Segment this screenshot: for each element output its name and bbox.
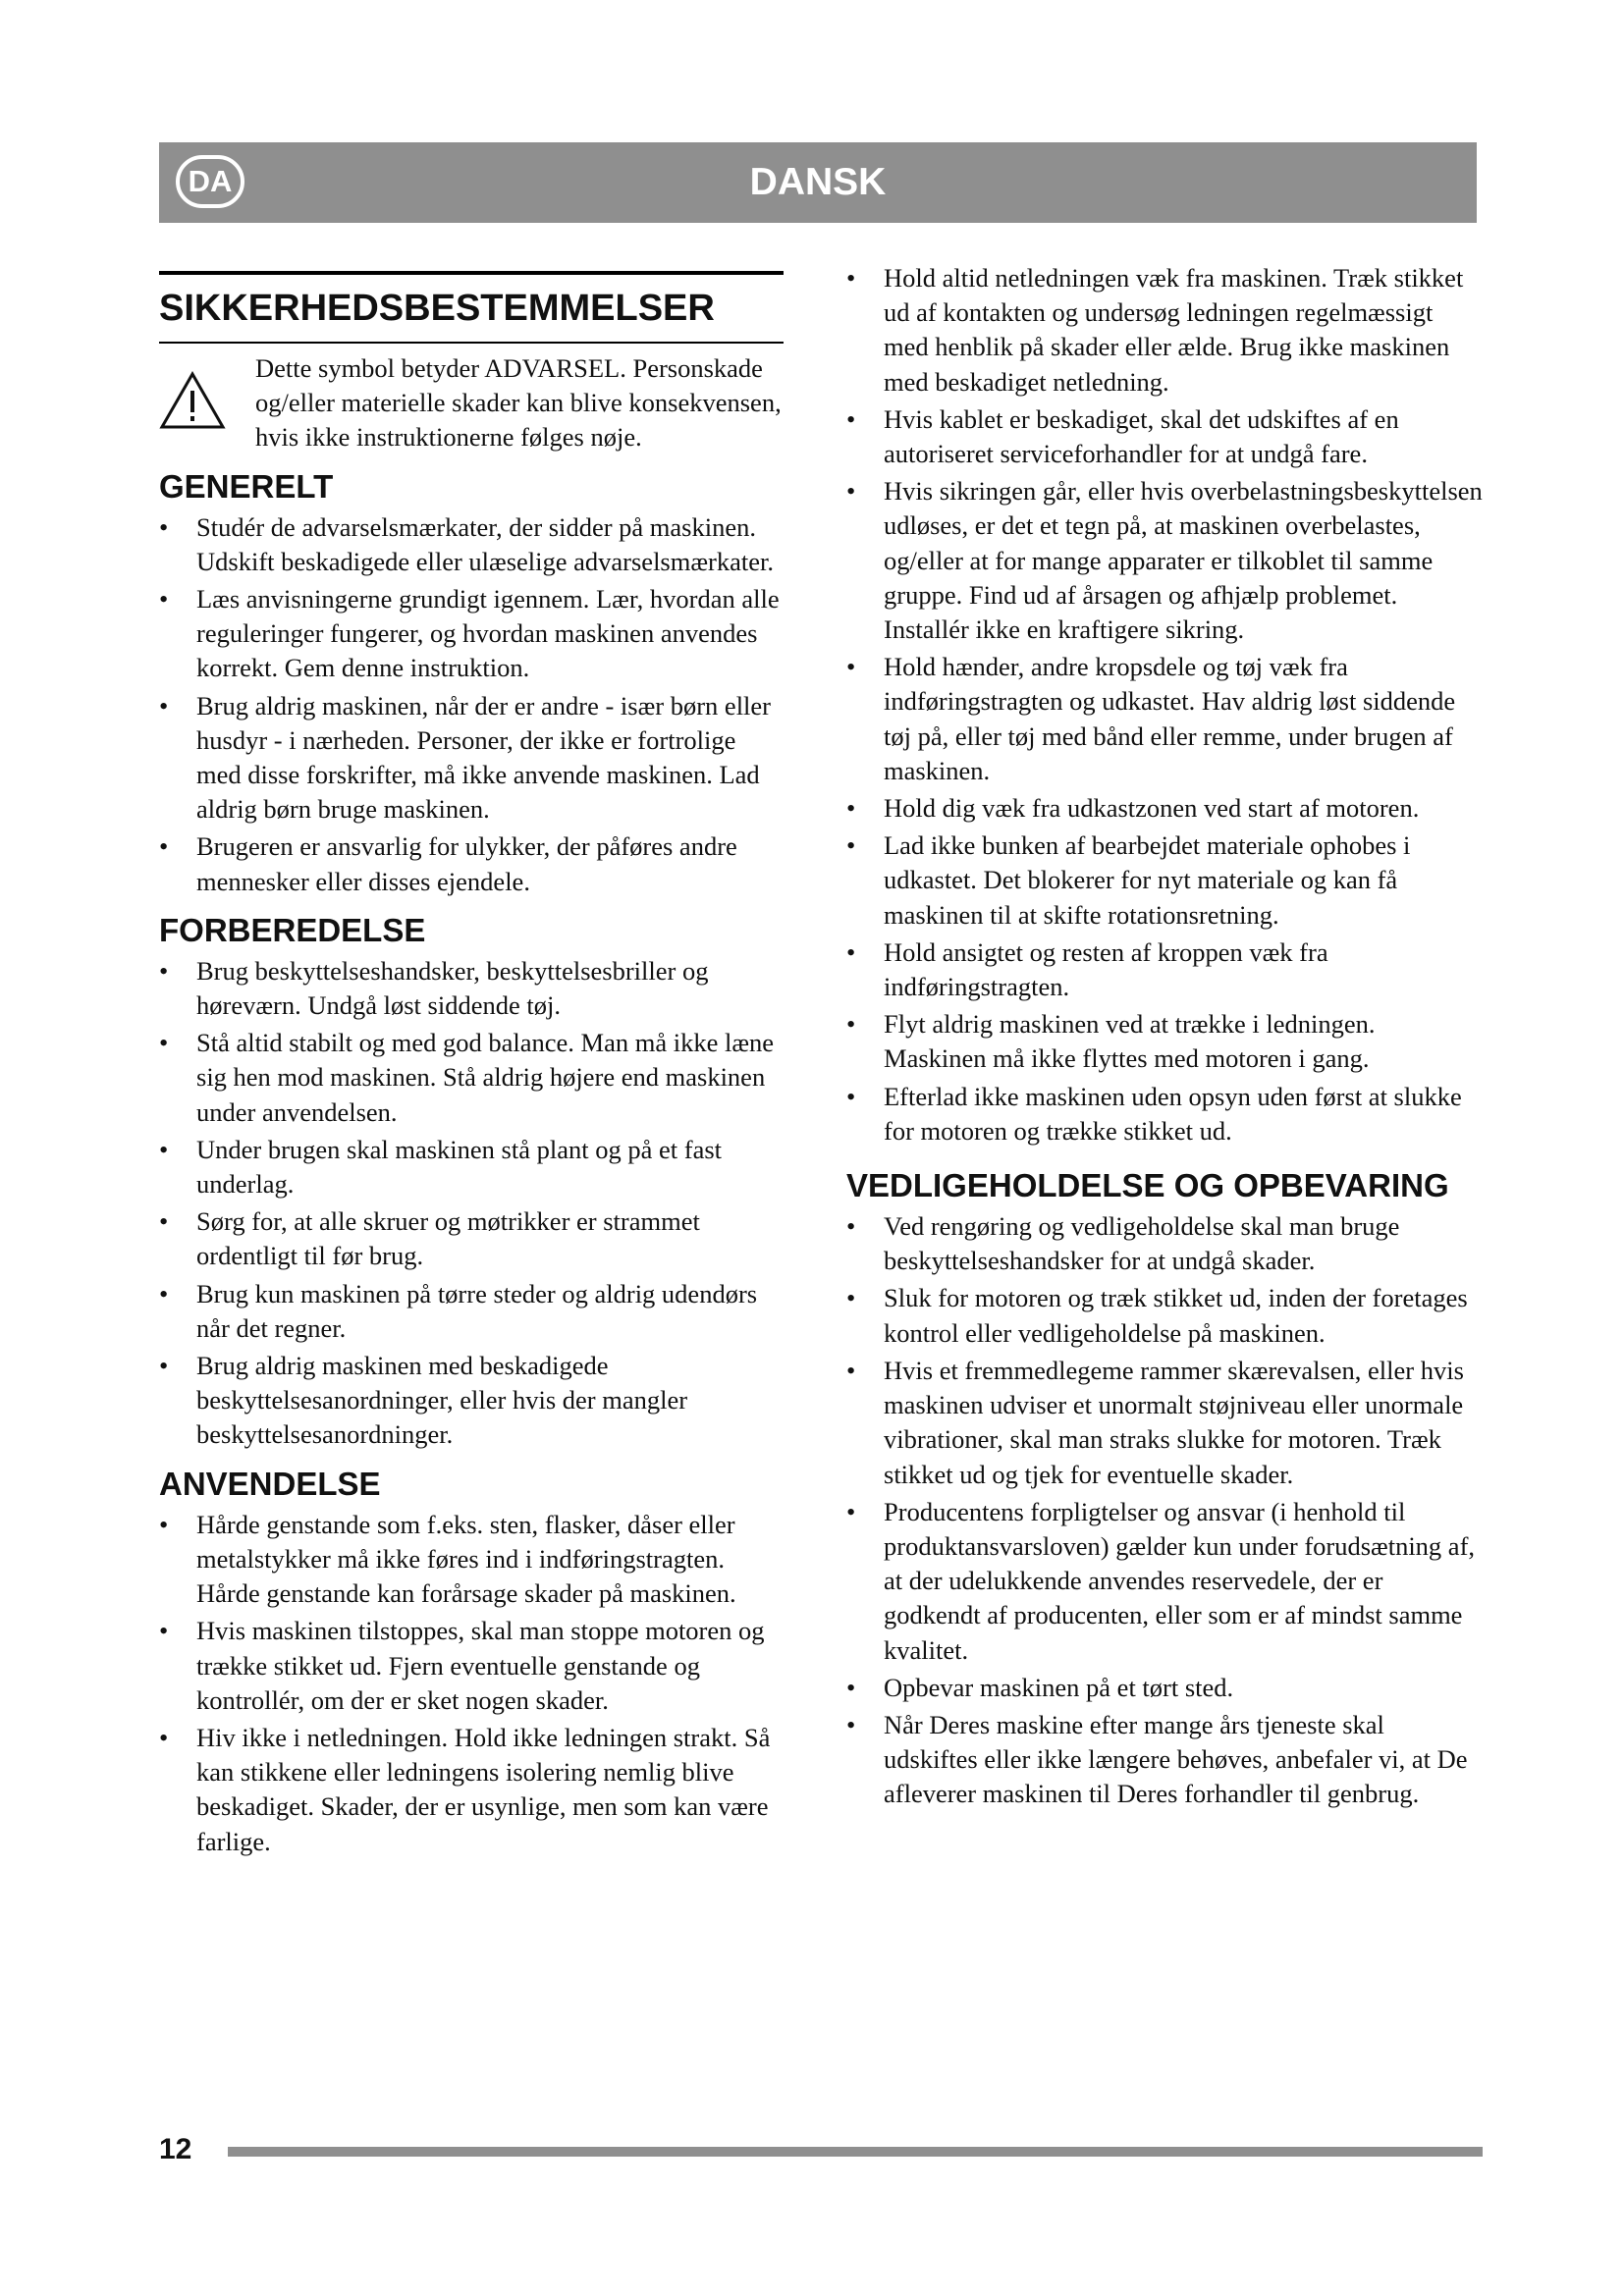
list-item: • Brug beskyttelseshandsker, beskyttelsesbriller og høreværn. Undgå løst siddende tøj. — [159, 954, 784, 1023]
warning-triangle-icon — [159, 371, 226, 430]
right-column — [846, 261, 1483, 1815]
list-item: • Hold altid netledningen væk fra maskinen. Træk stikket ud af kontakten og undersøg ledningen regelmæssigt med henblik på skader eller ælde. Brug ikke maskinen med beskadiget netledning. — [846, 261, 1483, 400]
list-item: • Hvis kablet er beskadiget, skal det udskiftes af en autoriseret serviceforhandler for at undgå fare. — [846, 402, 1483, 471]
list-item: • Når Deres maskine efter mange års tjeneste skal udskiftes eller ikke længere behøves, anbefaler vi, at De afleverer maskinen til Deres forhandler til genbrug. — [846, 1708, 1483, 1812]
language-title: DANSK — [749, 161, 887, 203]
list-item: • Hvis et fremmedlegeme rammer skærevalsen, eller hvis maskinen udviser et unormalt støjniveau eller unormale vibrationer, skal man straks slukke for motoren. Træk stikket ud og tjek for eventuelle skader. — [846, 1354, 1483, 1492]
list-item: • Brug kun maskinen på tørre steder og aldrig udendørs når det regner. — [159, 1277, 784, 1346]
list-item: • Hold hænder, andre kropsdele og tøj væk fra indføringstragten og udkastet. Hav aldrig løst siddende tøj på, eller tøj med bånd eller remme, under brugen af maskinen. — [846, 650, 1483, 788]
warning-text: Dette symbol betyder ADVARSEL. Personskade og/eller materielle skader kan blive konsekvensen, hvis ikke instruktionerne følges nøje. — [255, 353, 782, 453]
page-title: SIKKERHEDSBESTEMMELSER — [159, 271, 784, 344]
forberedelse-list — [159, 954, 784, 1453]
list-item: • Under brugen skal maskinen stå plant og på et fast underlag. — [159, 1133, 784, 1201]
section-heading-forberedelse: FORBEREDELSE — [159, 911, 426, 948]
list-item: • Hiv ikke i netledningen. Hold ikke ledningen strakt. Så kan stikkene eller ledningens isolering nemlig blive beskadiget. Skader, der er usynlige, men som kan være farlige. — [159, 1721, 784, 1859]
anvendelse-continued-list — [846, 261, 1483, 1148]
list-item: • Flyt aldrig maskinen ved at trække i ledningen. Maskinen må ikke flyttes med motoren i gang. — [846, 1007, 1483, 1076]
generelt-list — [159, 510, 784, 899]
section-heading-vedligeholdelse: VEDLIGEHOLDELSE OG OPBEVARING — [846, 1167, 1449, 1204]
list-item: • Sørg for, at alle skruer og møtrikker er strammet ordentligt til før brug. — [159, 1204, 784, 1273]
page-number: 12 — [159, 2133, 192, 2165]
list-item: • Brug aldrig maskinen, når der er andre - især børn eller husdyr - i nærheden. Personer, der ikke er fortrolige med disse forskrifter, må ikke anvende maskinen. Lad aldrig børn bruge maskinen. — [159, 689, 784, 828]
vedligeholdelse-list — [846, 1209, 1483, 1811]
left-column — [159, 263, 784, 1862]
footer-divider — [228, 2147, 1483, 2157]
list-item: • Efterlad ikke maskinen uden opsyn uden først at slukke for motoren og trække stikket ud. — [846, 1080, 1483, 1148]
warning-block — [159, 351, 784, 455]
list-item: • Brugeren er ansvarlig for ulykker, der påføres andre mennesker eller disses ejendele. — [159, 829, 784, 898]
list-item: • Hvis sikringen går, eller hvis overbelastningsbeskyttelsen udløses, er det et tegn på, at maskinen overbelastes, og/eller at for mange apparater er tilkoblet til samme gruppe. Find ud af årsagen og afhjælp problemet. Installér ikke en kraftigere sikring. — [846, 474, 1483, 647]
list-item: • Lad ikke bunken af bearbejdet materiale ophobes i udkastet. Det blokerer for nyt materiale og kan få maskinen til at skifte rotationsretning. — [846, 828, 1483, 933]
list-item: • Hold ansigtet og resten af kroppen væk fra indføringstragten. — [846, 935, 1483, 1004]
list-item: • Hårde genstande som f.eks. sten, flasker, dåser eller metalstykker må ikke føres ind i indføringstragten. Hårde genstande kan forårsage skader på maskinen. — [159, 1508, 784, 1612]
list-item: • Opbevar maskinen på et tørt sted. — [846, 1671, 1483, 1705]
list-item: • Hvis maskinen tilstoppes, skal man stoppe motoren og trække stikket ud. Fjern eventuelle genstande og kontrollér, om der er sket nogen skader. — [159, 1614, 784, 1718]
list-item: • Læs anvisningerne grundigt igennem. Lær, hvordan alle reguleringer fungerer, og hvordan maskinen anvendes korrekt. Gem denne instruktion. — [159, 582, 784, 686]
list-item: • Ved rengøring og vedligeholdelse skal man bruge beskyttelseshandsker for at undgå skader. — [846, 1209, 1483, 1278]
list-item: • Producentens forpligtelser og ansvar (i henhold til produktansvarsloven) gælder kun under forudsætning af, at der udelukkende anvendes reservedele, der er godkendt af producenten, eller som er af mindst samme kvalitet. — [846, 1495, 1483, 1668]
language-header-bar — [159, 142, 1477, 223]
language-code-badge: DA — [176, 155, 244, 208]
anvendelse-list — [159, 1508, 784, 1859]
section-heading-generelt: GENERELT — [159, 467, 334, 505]
list-item: • Stå altid stabilt og med god balance. Man må ikke læne sig hen mod maskinen. Stå aldrig højere end maskinen under anvendelsen. — [159, 1026, 784, 1130]
list-item: • Brug aldrig maskinen med beskadigede beskyttelsesanordninger, eller hvis der mangler beskyttelsesanordninger. — [159, 1349, 784, 1453]
list-item: • Studér de advarselsmærkater, der sidder på maskinen. Udskift beskadigede eller ulæselige advarselsmærkater. — [159, 510, 784, 579]
list-item: • Sluk for motoren og træk stikket ud, inden der foretages kontrol eller vedligeholdelse på maskinen. — [846, 1281, 1483, 1350]
list-item: • Hold dig væk fra udkastzonen ved start af motoren. — [846, 791, 1483, 826]
section-heading-anvendelse: ANVENDELSE — [159, 1465, 381, 1502]
